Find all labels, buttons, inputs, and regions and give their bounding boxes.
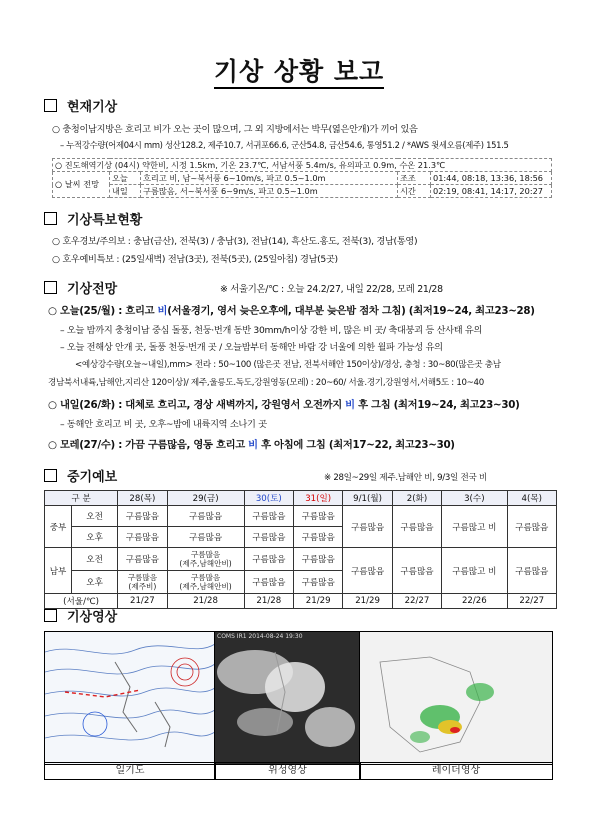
satellite-header: COMS IR1 2014-08-24 19:30 xyxy=(217,633,303,640)
forecast-cell: 구름많음 xyxy=(118,548,167,571)
section-midterm: 중기예보 xyxy=(44,466,117,485)
forecast-cell: 구름많음 xyxy=(294,506,343,527)
forecast-cell: 구름많음 (제주,남해안비) xyxy=(167,571,244,594)
weather-chart-map xyxy=(45,632,215,764)
midterm-forecast-table xyxy=(44,490,557,609)
caption-weather-chart: 일기도 xyxy=(44,762,216,780)
day-header: 28(목) xyxy=(118,491,167,506)
forecast-cell: 구름많음 xyxy=(294,548,343,571)
forecast-group-label: ○ 날씨 전망 xyxy=(53,172,110,198)
outlook-today: ○ 오늘(25/월) : 흐리고 비(서울경기, 영서 늦은오후에, 대부분 늦은밤 점차 그침) (최저19~24, 최고23~28) xyxy=(48,305,535,317)
tomorrow-sea-forecast: 구름많음, 서~북서풍 6~9m/s, 파고 0.5~1.0m xyxy=(141,185,398,198)
forecast-cell: 구름많음 xyxy=(507,548,557,594)
forecast-cell: 구름많음 xyxy=(392,506,441,548)
period-pm: 오후 xyxy=(72,527,118,548)
tide-label: 조조 xyxy=(398,172,431,185)
period-pm: 오후 xyxy=(72,571,118,594)
outlook-tomorrow-detail: – 동해안 흐리고 비 곳, 오후~밤에 내륙지역 소나기 곳 xyxy=(60,419,267,430)
forecast-cell: 구름많고 비 xyxy=(442,506,507,548)
region-south: 남부 xyxy=(45,548,72,594)
radar-echoes xyxy=(360,632,552,764)
current-rainfall: – 누적강수량(어제04시 mm) 성산128.2, 제주10.7, 서귀포66.6, 군산54.8, 금산54.6, 통영51.2 / *AWS 윗세오름(제주) 151.5 xyxy=(60,140,509,150)
tomorrow-label: 내일 xyxy=(110,185,141,198)
temp-cell: 21/28 xyxy=(244,594,293,609)
table-corner: 구 분 xyxy=(45,491,118,506)
radar-image xyxy=(359,631,553,765)
temp-label: (서울/℃) xyxy=(45,594,118,609)
forecast-cell: 구름많음 xyxy=(294,527,343,548)
warning-line: ○ 호우경보/주의보 : 충남(금산), 전북(3) / 충남(3), 전남(14), 흑산도.홍도, 전북(3), 경남(통영) xyxy=(52,236,418,247)
current-summary: ○ 충청이남지방은 흐리고 비가 오는 곳이 많으며, 그 외 지방에서는 박무(엷은안개)가 끼어 있음 xyxy=(52,124,418,135)
section-special-warnings: 기상특보현황 xyxy=(44,209,142,228)
pre-warning-line: ○ 호우예비특보 : (25일새벽) 전남(3곳), 전북(5곳), (25일아침) 경남(5곳) xyxy=(52,254,338,265)
forecast-cell: 구름많음 xyxy=(294,571,343,594)
day-header: 2(화) xyxy=(392,491,441,506)
day-header: 30(토) xyxy=(244,491,293,506)
temp-cell: 21/27 xyxy=(118,594,167,609)
today-sea-forecast: 흐리고 비, 남~북서풍 6~10m/s, 파고 0.5~1.0m xyxy=(141,172,398,185)
region-central: 중부 xyxy=(45,506,72,548)
section-imagery: 기상영상 xyxy=(44,606,117,625)
forecast-cell: 구름많음 xyxy=(244,506,293,527)
day-header: 31(일) xyxy=(294,491,343,506)
outlook-tomorrow: ○ 내일(26/화) : 대체로 흐리고, 경상 새벽까지, 강원영서 오전까지 비 후 그침 (최저19~24, 최고23~30) xyxy=(48,399,520,411)
time-values: 02:19, 08:41, 14:17, 20:27 xyxy=(431,185,552,198)
today-label: 오늘 xyxy=(110,172,141,185)
day-header: 3(수) xyxy=(442,491,507,506)
temp-cell: 21/29 xyxy=(343,594,392,609)
caption-satellite: 위성영상 xyxy=(214,762,361,780)
forecast-cell: 구름많음 xyxy=(244,571,293,594)
midterm-note: ※ 28일~29일 제주.남해안 비, 9/3일 전국 비 xyxy=(324,473,487,483)
temp-cell: 22/27 xyxy=(392,594,441,609)
day-header: 9/1(월) xyxy=(343,491,392,506)
forecast-cell: 구름많음 xyxy=(167,527,244,548)
day-header: 29(금) xyxy=(167,491,244,506)
tide-times: 01:44, 08:18, 13:36, 18:56 xyxy=(431,172,552,185)
forecast-cell: 구름많음 xyxy=(507,506,557,548)
expected-rainfall-2: 경남북서내륙,남해안,지리산 120이상)/ 제주,울릉도.독도,강원영동(모레) : 20~60/ 서울.경기,강원영서,서해5도 : 10~40 xyxy=(48,378,484,388)
outlook-today-detail-2: – 오늘 전해상 안개 곳, 돌풍 천둥·번개 곳 / 오늘밤부터 동해안 바람 강 너울에 의한 월파 가능성 유의 xyxy=(60,342,443,353)
forecast-cell: 구름많음 xyxy=(343,506,392,548)
sea-weather: ○ 진도해역기상 (04시) 약한비, 시정 1.5km, 기온 23.7℃, 서남서풍 5.4m/s, 유의파고 0.9m, 수온 21.3℃ xyxy=(53,159,552,172)
forecast-cell: 구름많음 xyxy=(244,548,293,571)
outlook-today-detail-1: – 오늘 밤까지 충청이남 중심 돌풍, 천둥·번개 동반 30mm/h이상 강한 비, 많은 비 곳/ 축대붕괴 등 산사태 유의 xyxy=(60,325,483,336)
forecast-cell: 구름많음 xyxy=(244,527,293,548)
satellite-clouds xyxy=(215,632,360,764)
observation-table xyxy=(52,158,552,198)
outlook-dayafter: ○ 모레(27/수) : 가끔 구름많음, 영동 흐리고 비 후 아침에 그침 (최저17~22, 최고23~30) xyxy=(48,439,455,451)
forecast-cell: 구름많고 비 xyxy=(442,548,507,594)
expected-rainfall-1: <예상강수량(오늘~내일),mm> 전라 : 50~100 (많은곳 전남, 전북서해안 150이상)/경상, 충청 : 30~80(많은곳 충남 xyxy=(75,360,501,370)
forecast-cell: 구름많음 (제주,남해안비) xyxy=(167,548,244,571)
section-outlook: 기상전망 xyxy=(44,278,117,297)
temp-cell: 22/27 xyxy=(507,594,557,609)
page-title: 기상 상황 보고 xyxy=(0,52,598,88)
satellite-image xyxy=(214,631,361,765)
period-am: 오전 xyxy=(72,506,118,527)
forecast-cell: 구름많음 xyxy=(167,506,244,527)
caption-radar: 레이더영상 xyxy=(359,762,553,780)
section-current-weather: 현재기상 xyxy=(44,96,117,115)
forecast-cell: 구름많음 xyxy=(392,548,441,594)
temp-cell: 21/28 xyxy=(167,594,244,609)
temp-cell: 22/26 xyxy=(442,594,507,609)
forecast-cell: 구름많음 xyxy=(118,506,167,527)
time-label: 시간 xyxy=(398,185,431,198)
forecast-cell: 구름많음 xyxy=(118,527,167,548)
forecast-cell: 구름많음 xyxy=(343,548,392,594)
day-header: 4(목) xyxy=(507,491,557,506)
forecast-cell: 구름많음 (제주비) xyxy=(118,571,167,594)
temp-cell: 21/29 xyxy=(294,594,343,609)
seoul-temp-note: ※ 서울기온/℃ : 오늘 24.2/27, 내일 22/28, 모레 21/28 xyxy=(220,284,443,295)
weather-chart-image xyxy=(44,631,216,765)
period-am: 오전 xyxy=(72,548,118,571)
